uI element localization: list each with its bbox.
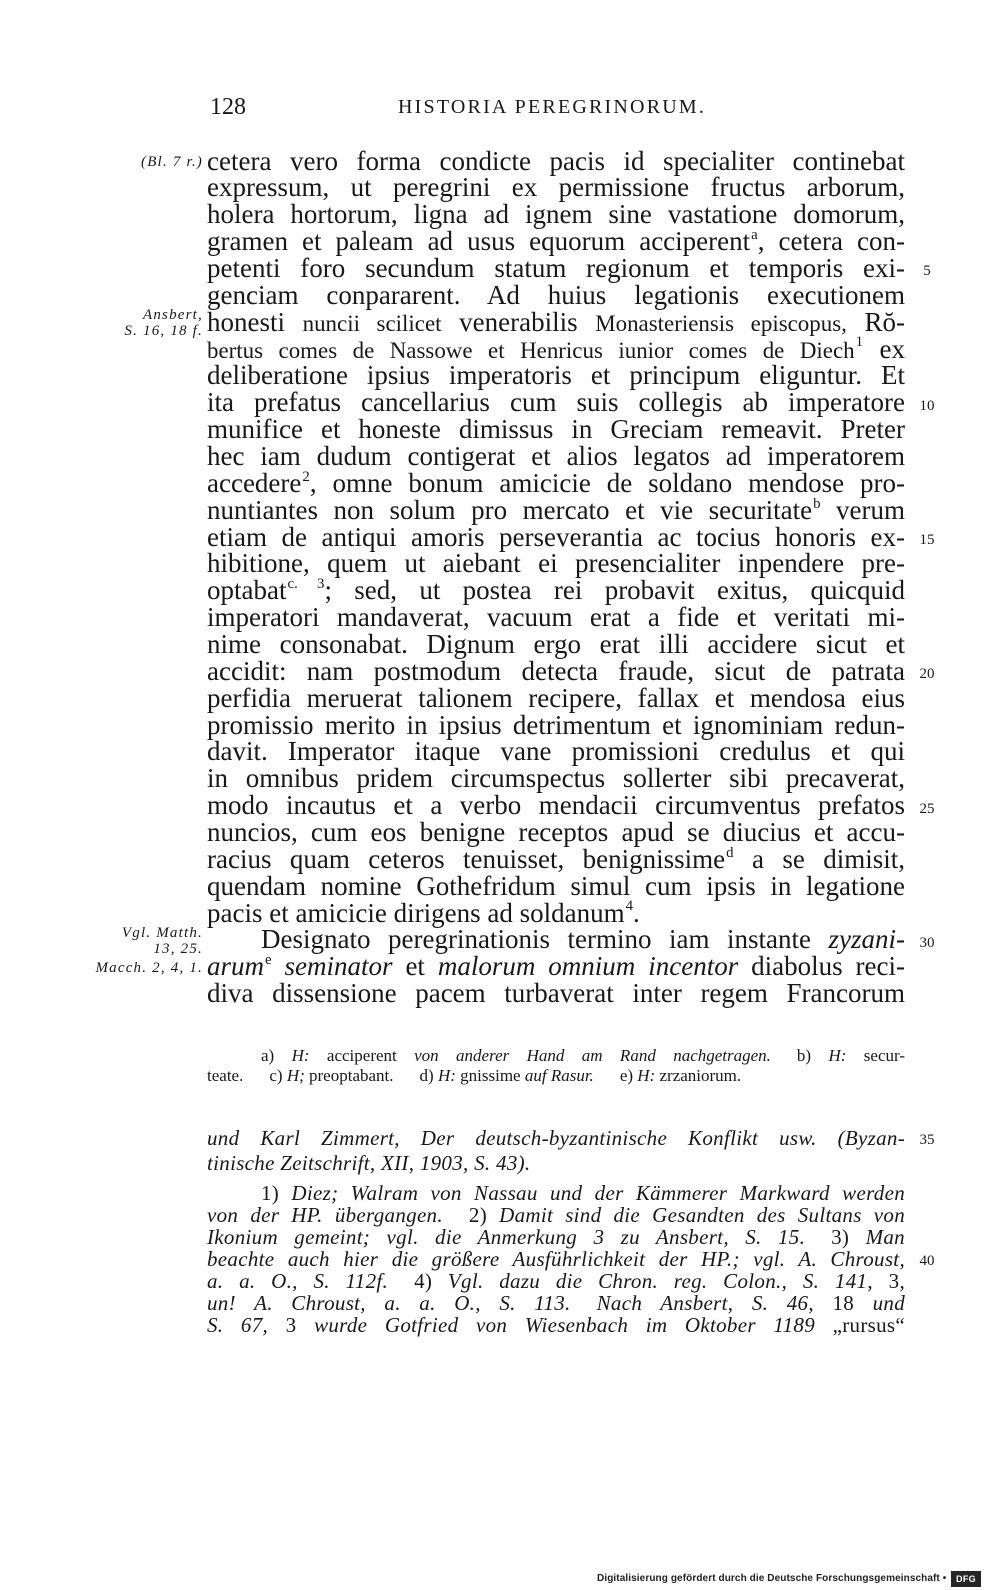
text-run: ; sed, ut postea rei probavit exitus, quicquid xyxy=(324,575,906,606)
text-run: racius quam ceteros tenuisset, benignissime xyxy=(207,843,726,874)
italic-text: malorum omnium incentor xyxy=(437,951,739,982)
roman-text: 18 xyxy=(832,1290,855,1315)
text-run: in omnibus pridem circumspectus sollerter sibi precaverat, xyxy=(207,763,905,794)
italic-text: auf Rasur. xyxy=(524,1066,594,1085)
text-line xyxy=(207,1270,905,1292)
line-number: 5 xyxy=(923,263,931,280)
text-run: nime consonabat. Dignum ergo erat illi accidere sicut et xyxy=(207,628,905,659)
text-run: un! A. Chroust, a. a. O., S. 113. xyxy=(207,1290,571,1315)
text-run: S. 67, xyxy=(207,1312,286,1337)
text-line xyxy=(207,926,905,953)
text-run: preoptabant. xyxy=(304,1066,394,1085)
text-run: quendam nomine Gothefridum simul cum ipsis in legatione xyxy=(207,870,905,901)
text-run: pacis et amicicie dirigens ad soldanum xyxy=(207,897,625,928)
text-line xyxy=(207,1182,905,1204)
text-run: wurde Gotfried von Wiesenbach im Oktober 1189 xyxy=(296,1312,833,1337)
text-line xyxy=(207,440,905,471)
line-number: 25 xyxy=(919,800,935,817)
roman-text: 2) xyxy=(468,1202,488,1227)
text-run: holera hortorum, ligna ad ignem sine vastatione domorum, xyxy=(207,199,905,230)
page-number: 128 xyxy=(210,94,246,120)
roman-text: 3) xyxy=(831,1224,850,1249)
margin-note-line: Ansbert, xyxy=(142,307,203,324)
text-run: expressum, ut peregrini ex permissione fructus arborum, xyxy=(207,172,905,203)
text-line xyxy=(207,709,905,740)
text-run: diva dissensione pacem turbaverat inter regem Francorum xyxy=(207,978,905,1009)
text-line xyxy=(207,521,905,552)
text-line xyxy=(207,1204,905,1226)
roman-text: 1) xyxy=(261,1180,280,1205)
margin-note xyxy=(40,960,203,976)
footnote-marker: 2 xyxy=(302,468,310,485)
footnote-marker: 4 xyxy=(625,898,634,915)
roman-text: 3 xyxy=(888,1268,900,1293)
text-run: c) xyxy=(269,1066,287,1085)
text-run: etiam de antiqui amoris perseverantia ac tocius honoris ex- xyxy=(207,521,905,552)
text-run: venerabilis xyxy=(441,306,596,337)
text-run: Nach Ansbert, S. 46, xyxy=(596,1290,833,1315)
italic-text: H: xyxy=(291,1046,310,1065)
text-run: Damit sind die Gesandten des Sultans von xyxy=(487,1202,905,1227)
text-line xyxy=(207,1248,905,1270)
text-line xyxy=(207,655,905,686)
small-type-text: nuncii scilicet xyxy=(302,310,442,336)
text-line xyxy=(207,843,905,874)
text-line xyxy=(207,682,905,713)
italic-text: H: xyxy=(828,1046,847,1065)
text-run: a) xyxy=(261,1046,292,1065)
text-run: hibitione, quem ut aiebant ei presencialiter inpendere pre- xyxy=(207,548,905,579)
margin-note-line: Macch. 2, 4, 1. xyxy=(95,960,203,977)
text-run: promissio merito in ipsius detrimentum et ignominiam redun- xyxy=(207,709,905,740)
footnote-marker: a xyxy=(751,226,758,243)
text-line xyxy=(207,1292,905,1314)
italic-text: H; xyxy=(286,1066,305,1085)
text-line xyxy=(207,765,905,792)
margin-note-line: (Bl. 7 r.) xyxy=(141,154,203,171)
line-number: 40 xyxy=(919,1253,935,1269)
small-type-text: Monasteriensis episcopus, xyxy=(595,310,847,336)
margin-note xyxy=(40,154,203,170)
text-run: tinische Zeitschrift, XII, 1903, S. 43). xyxy=(207,1150,531,1175)
text-line xyxy=(207,1226,905,1248)
text-line xyxy=(207,333,905,364)
text-line xyxy=(207,550,905,577)
text-line xyxy=(207,389,905,416)
line-number: 20 xyxy=(919,666,935,683)
text-run: imperatori mandaverat, vacuum erat a fide et veritati mi- xyxy=(207,602,905,633)
italic-text: seminator xyxy=(284,951,393,982)
text-run: und Karl Zimmert, Der deutsch-byzantinische Konflikt usw. (Byzan- xyxy=(207,1125,905,1150)
margin-note xyxy=(40,307,203,339)
line-number: 30 xyxy=(919,934,935,951)
text-run: genciam conpararent. Ad huius legationis executionem xyxy=(207,279,905,310)
text-run: e) xyxy=(619,1066,638,1085)
text-line xyxy=(207,870,905,901)
margin-note-line: Vgl. Matth. xyxy=(121,925,203,942)
text-run: Designato peregrinationis termino iam instante xyxy=(261,924,829,955)
text-run: nuncios, cum eos benigne receptos apud se diucius et accu- xyxy=(207,817,905,847)
text-run: a. a. O., S. 112f. xyxy=(207,1268,389,1293)
text-line xyxy=(207,201,905,228)
text-run: ita prefatus cancellarius cum suis collegis ab imperatore xyxy=(207,387,905,418)
text-line xyxy=(207,953,905,980)
text-run: accidit: nam postmodum detecta fraude, sicut de patrata xyxy=(207,655,905,686)
line-number: 10 xyxy=(919,397,935,414)
text-run: b) xyxy=(796,1046,829,1065)
text-line xyxy=(207,1046,905,1066)
digitization-credit: Digitalisierung gefördert durch die Deutsche Forschungsgemeinschaft • xyxy=(597,1573,947,1584)
text-line xyxy=(207,362,905,389)
footnote-marker: d xyxy=(726,844,734,861)
text-run: accedere xyxy=(207,467,302,498)
text-line xyxy=(207,738,905,765)
text-line xyxy=(207,145,905,176)
text-line xyxy=(207,306,906,337)
text-run: gramen et paleam ad usus equorum acciperent xyxy=(207,226,751,257)
text-line xyxy=(207,467,905,498)
margin-note-line: S. 16, 18 f. xyxy=(124,323,203,340)
text-run: nuntiantes non solum pro mercato et vie securitate xyxy=(207,494,813,525)
text-line xyxy=(207,1314,905,1336)
text-run: diabolus reci- xyxy=(738,951,905,982)
text-run: beachte auch hier die größere Ausführlichkeit der HP.; vgl. A. Chroust, xyxy=(207,1246,905,1271)
text-run: acciperent xyxy=(309,1046,415,1065)
text-run: deliberatione ipsius imperatoris et principum eliguntur. Et xyxy=(207,360,905,391)
text-run: zrzaniorum. xyxy=(655,1066,742,1085)
text-line xyxy=(207,252,905,283)
text-run: secur- xyxy=(846,1046,905,1065)
text-line xyxy=(207,1127,905,1149)
text-run: d) xyxy=(419,1066,438,1085)
line-number: 35 xyxy=(919,1132,935,1148)
dfg-logo: DFG xyxy=(951,1571,981,1587)
margin-note xyxy=(40,925,203,957)
text-run: . xyxy=(633,897,640,928)
text-run: Ikonium gemeint; vgl. die Anmerkung 3 zu Ansbert, S. 15. xyxy=(207,1224,806,1249)
text-run: modo incautus et a verbo mendacii circumventus prefatos xyxy=(207,790,905,821)
text-line xyxy=(207,416,905,443)
small-type-text: bertus comes de Nassowe et Henricus iunior comes de Diech xyxy=(207,337,855,363)
italic-text: von anderer Hand am Rand nachgetragen. xyxy=(414,1046,771,1065)
footnote-marker: b xyxy=(813,495,821,512)
text-run: hec iam dudum contigerat et alios legatos ad imperatorem xyxy=(207,440,905,471)
text-run: von der HP. übergangen. xyxy=(207,1202,443,1227)
text-run: davit. Imperator itaque vane promissioni credulus et qui xyxy=(207,736,905,767)
text-run: ex xyxy=(863,333,905,364)
text-run xyxy=(272,951,285,981)
text-run: optabat xyxy=(207,575,287,606)
text-run: gnissime xyxy=(455,1066,525,1085)
italic-text: zyzani- xyxy=(828,924,905,955)
roman-text: 4) xyxy=(414,1268,433,1293)
text-run: perfidia meruerat talionem recipere, fallax et mendosa eius xyxy=(207,682,905,713)
italic-text: H: xyxy=(437,1066,456,1085)
margin-note-line: 13, 25. xyxy=(153,941,203,958)
text-line xyxy=(207,577,905,604)
text-run: verum xyxy=(820,494,905,525)
text-run: , xyxy=(899,1268,905,1293)
footnote-marker: e xyxy=(265,952,272,969)
text-run: et xyxy=(392,951,438,982)
italic-text: H: xyxy=(637,1066,656,1085)
text-line xyxy=(207,628,905,659)
text-line xyxy=(207,792,905,819)
text-line xyxy=(207,1152,905,1174)
text-run: Diez; Walram von Nassau und der Kämmerer Markward werden xyxy=(279,1180,905,1205)
text-run: Man xyxy=(849,1224,905,1249)
text-run: , cetera con- xyxy=(757,226,906,257)
text-run: petenti foro secundum statum regionum et temporis exi- xyxy=(207,252,905,283)
text-run: Vgl. dazu die Chron. reg. Colon., S. 141, xyxy=(432,1268,889,1293)
italic-text: arum xyxy=(207,951,265,982)
running-title: HISTORIA PEREGRINORUM. xyxy=(398,96,707,118)
text-run: und xyxy=(854,1290,905,1315)
footnote-marker: 1 xyxy=(855,334,864,351)
text-line xyxy=(207,279,905,310)
text-line xyxy=(207,1066,905,1086)
text-run: teate. xyxy=(207,1066,244,1085)
line-number: 15 xyxy=(919,532,935,549)
footnote-marker: c. 3 xyxy=(287,576,325,593)
text-run: , omne bonum amicicie de soldano mendose pro- xyxy=(309,467,905,498)
text-run: Rŏ- xyxy=(846,306,906,337)
text-run: honesti xyxy=(207,306,303,337)
text-run: cetera vero forma condicte pacis id specialiter continebat xyxy=(207,145,905,176)
text-line xyxy=(207,897,905,928)
text-run: a se dimisit, xyxy=(733,843,905,874)
text-line xyxy=(207,819,905,846)
text-line xyxy=(207,174,905,201)
text-line xyxy=(207,980,905,1007)
roman-text: „rursus“ xyxy=(832,1312,905,1337)
text-line xyxy=(207,494,905,525)
text-line xyxy=(207,228,905,255)
text-line xyxy=(207,604,905,631)
text-run: munifice et honeste dimissus in Greciam remeavit. Preter xyxy=(207,414,905,445)
roman-text: 3 xyxy=(285,1312,297,1337)
